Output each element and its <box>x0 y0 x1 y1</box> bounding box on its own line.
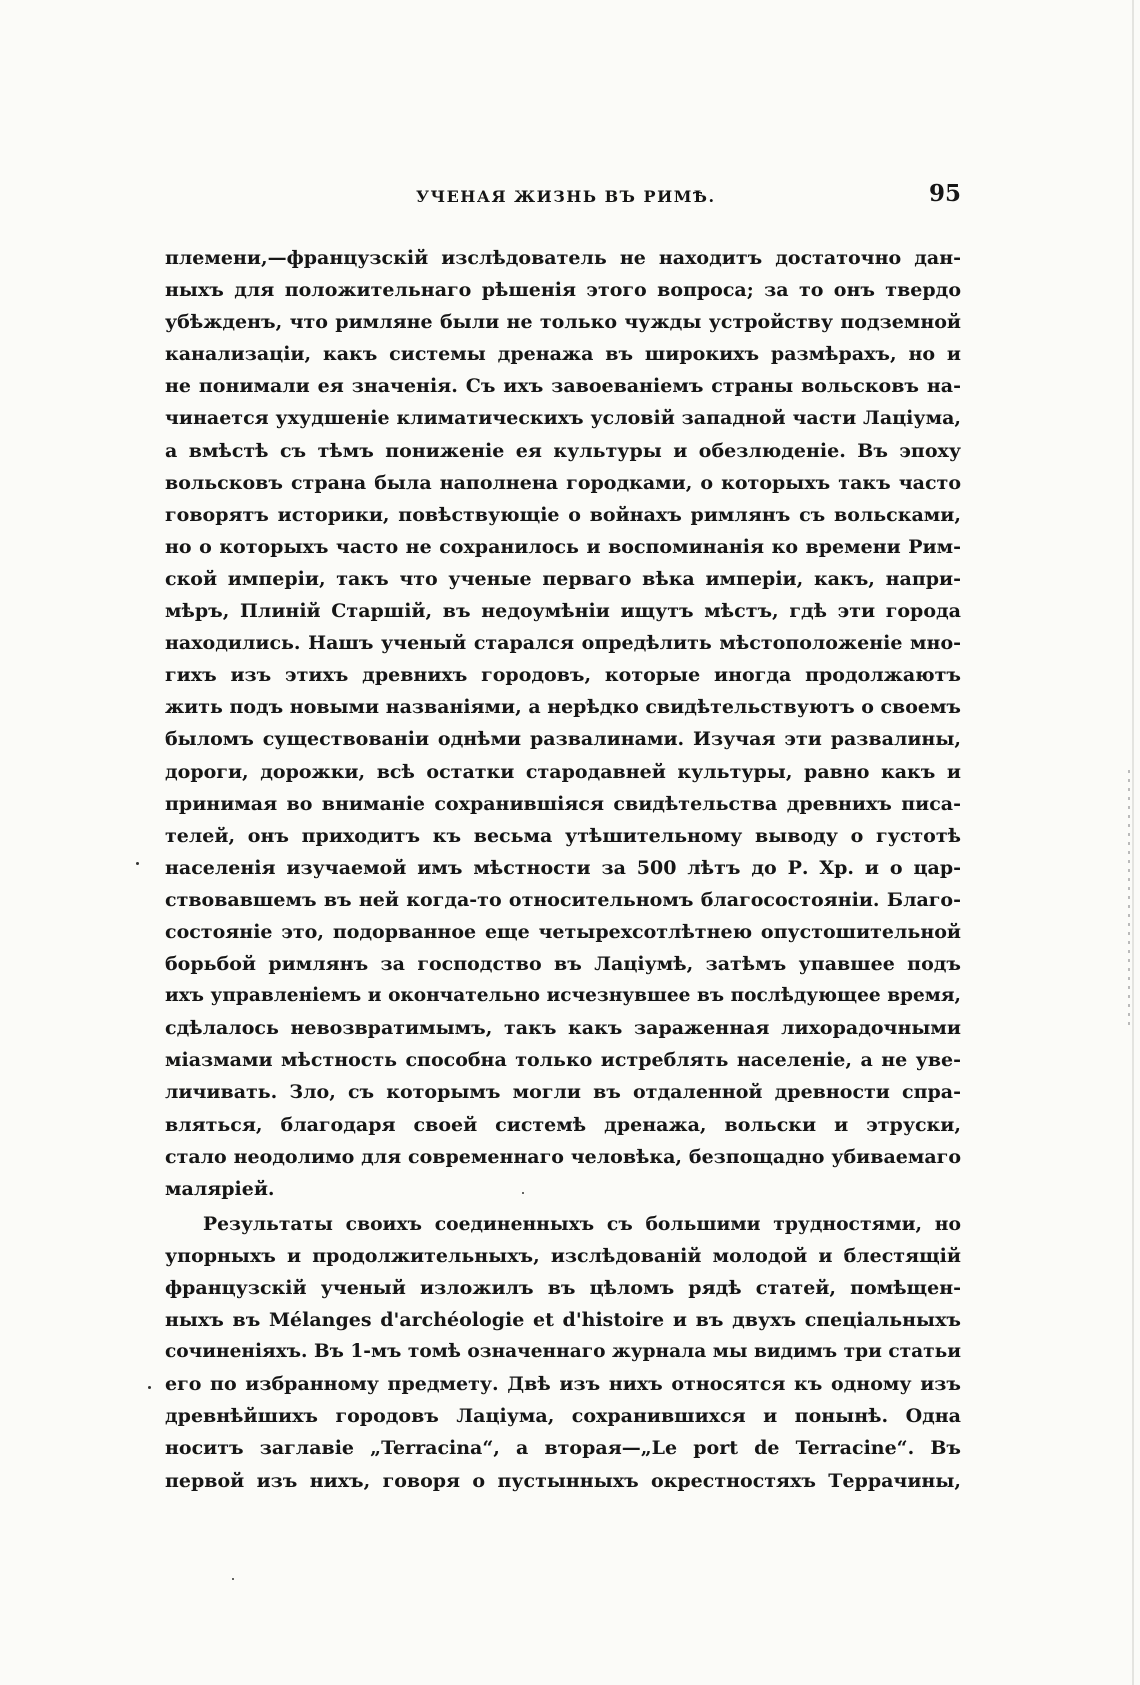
text-line: личивать. Зло, съ которымъ могли въ отдаленной древности спра- <box>165 1081 961 1104</box>
text-line: Результаты своихъ соединенныхъ съ большими трудностями, но <box>203 1212 961 1235</box>
scan-speck <box>148 1386 151 1389</box>
text-line: маляріей. <box>165 1177 275 1200</box>
text-line: упорныхъ и продолжительныхъ, изслѣдованій молодой и блестящій <box>165 1244 961 1267</box>
text-line: а вмѣстѣ съ тѣмъ пониженіе ея культуры и обезлюденіе. Въ эпоху <box>165 439 961 462</box>
text-line: сдѣлалось невозвратимымъ, такъ какъ зараженная лихорадочными <box>165 1017 961 1040</box>
text-line: состояніе это, подорванное еще четырехсотлѣтнею опустошительной <box>165 920 961 943</box>
text-line: находились. Нашъ ученый старался опредѣлить мѣстоположеніе мно- <box>165 632 961 655</box>
text-line: не понимали ея значенія. Съ ихъ завоеваніемъ страны вольсковъ на- <box>165 375 961 398</box>
text-line: телей, онъ приходитъ къ весьма утѣшительному выводу о густотѣ <box>165 824 961 847</box>
paragraph-1 <box>165 242 961 1205</box>
text-line: ихъ управленіемъ и окончательно исчезнувшее въ послѣдующее время, <box>165 985 961 1007</box>
text-line: древнѣйшихъ городовъ Лаціума, сохранившихся и понынѣ. Одна <box>165 1405 961 1428</box>
text-line: носитъ заглавіе „Terracina“, а вторая—„Le port de Terracine“. Въ <box>165 1437 961 1460</box>
text-line: ныхъ для положительнаго рѣшенія этого вопроса; за то онъ твердо <box>165 279 961 302</box>
paragraph-2 <box>165 1208 961 1497</box>
scan-speck <box>136 862 139 865</box>
text-line: ствовавшемъ въ ней когда-то относительномъ благосостояніи. Благо- <box>165 888 961 911</box>
body-text <box>165 242 961 1497</box>
page-number: 95 <box>928 180 961 207</box>
text-line: говорятъ историки, повѣствующіе о войнахъ римлянъ съ вольсками, <box>165 503 961 526</box>
running-title: УЧЕНАЯ ЖИЗНЬ ВЪ РИМѢ. <box>416 187 716 206</box>
scan-speck <box>232 1578 234 1580</box>
text-line: мѣръ, Плиній Старшій, въ недоумѣніи ищутъ мѣстъ, гдѣ эти города <box>165 600 961 623</box>
page-edge <box>1132 0 1134 1685</box>
text-line: жить подъ новыми названіями, а нерѣдко свидѣтельствуютъ о своемъ <box>165 696 961 719</box>
text-line: вляться, благодаря своей системѣ дренажа, вольски и этруски, <box>165 1113 961 1136</box>
text-line: канализаціи, какъ системы дренажа въ широкихъ размѣрахъ, но и <box>165 343 961 366</box>
text-line: принимая во вниманіе сохранившіяся свидѣтельства древнихъ писа- <box>165 792 961 815</box>
text-line: чинается ухудшеніе климатическихъ условій западной части Лаціума, <box>165 407 961 430</box>
text-line: населенія изучаемой имъ мѣстности за 500 лѣтъ до Р. Хр. и о цар- <box>165 856 961 879</box>
text-line: вольсковъ страна была наполнена городками, о которыхъ такъ часто <box>165 471 961 494</box>
text-line: сочиненіяхъ. Въ 1-мъ томѣ означеннаго журнала мы видимъ три статьи <box>165 1341 961 1363</box>
text-line: племени,—французскій изслѣдователь не находитъ достаточно дан- <box>165 247 961 269</box>
page-header <box>163 180 963 220</box>
text-line: стало неодолимо для современнаго человѣка, безпощадно убиваемаго <box>165 1145 961 1168</box>
text-line: французскій ученый изложилъ въ цѣломъ рядѣ статей, помѣщен- <box>165 1277 961 1299</box>
scan-speck <box>522 1192 524 1194</box>
scan-edge-marks <box>1128 770 1130 1030</box>
text-line: дороги, дорожки, всѣ остатки стародавней культуры, равно какъ и <box>165 760 961 783</box>
text-line: убѣжденъ, что римляне были не только чужды устройству подземной <box>165 311 961 334</box>
text-line: міазмами мѣстность способна только истреблять населеніе, а не уве- <box>165 1049 961 1072</box>
text-line: гихъ изъ этихъ древнихъ городовъ, которые иногда продолжаютъ <box>165 664 961 687</box>
text-line: борьбой римлянъ за господство въ Лаціумѣ, затѣмъ упавшее подъ <box>165 953 961 976</box>
text-line: ныхъ въ Mélanges d'archéologie et d'histoire и въ двухъ спеціальныхъ <box>165 1309 961 1332</box>
text-line: его по избранному предмету. Двѣ изъ нихъ относятся къ одному изъ <box>165 1373 961 1396</box>
text-line: первой изъ нихъ, говоря о пустынныхъ окрестностяхъ Террачины, <box>165 1469 961 1492</box>
text-line: быломъ существованіи однѣми развалинами. Изучая эти развалины, <box>165 728 961 751</box>
text-line: ской имперіи, такъ что ученые перваго вѣка имперіи, какъ, напри- <box>165 567 961 590</box>
text-line: но о которыхъ часто не сохранилось и воспоминанія ко времени Рим- <box>165 535 961 558</box>
